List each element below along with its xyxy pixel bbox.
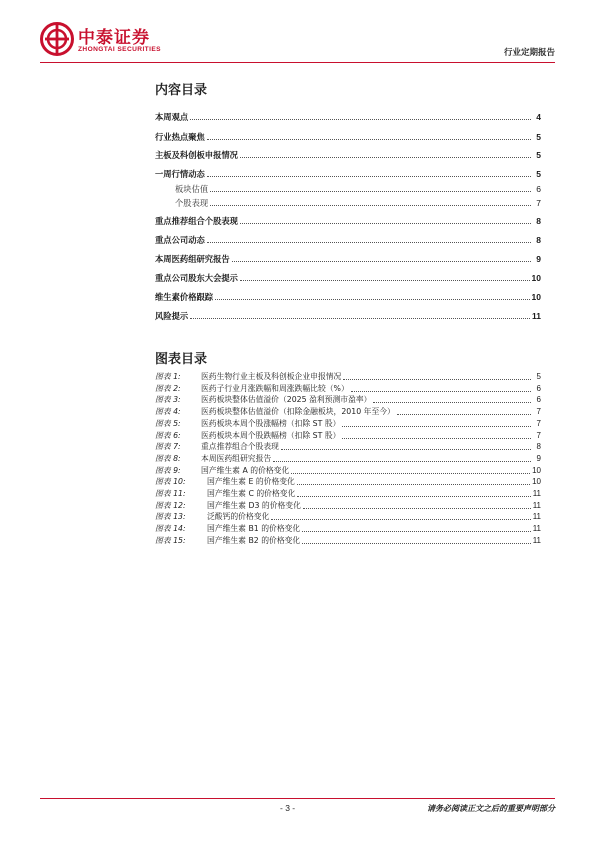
dot-leader [302,543,530,544]
figure-entry[interactable] [155,523,541,534]
figure-entry[interactable] [155,383,541,394]
footer-divider [40,798,555,799]
figure-label: 图表 2: [155,383,181,393]
figure-page: 7 [536,430,541,440]
figure-entry[interactable] [155,465,541,476]
toc-entry[interactable] [155,233,541,245]
company-logo [40,22,190,58]
toc-entry-text: 个股表现 [175,198,209,208]
toc-entry[interactable] [155,167,541,179]
figure-title: 国产维生素 C 的价格变化 [207,489,296,498]
dot-leader [240,280,530,281]
toc-entry-text: 重点公司股东大会提示 [155,273,238,283]
figure-title: 国产维生素 B1 的价格变化 [207,524,301,534]
toc-entry[interactable] [155,130,541,142]
figure-title: 医药板块整体估值溢价（扣除金融板块，2010 年至今） [201,407,395,417]
figure-title: 医药生物行业主板及科创板企业申报情况 [201,372,342,381]
dot-leader [190,318,530,319]
toc-entry-text: 行业热点聚焦 [155,132,205,142]
toc-entry[interactable] [155,110,541,122]
figure-page: 6 [536,395,541,405]
dot-leader [303,508,531,509]
figure-page: 8 [536,442,541,452]
figure-page: 9 [536,453,541,463]
figure-title: 医药子行业月涨跌幅和周涨跌幅比较（%） [201,383,349,393]
dot-leader [232,261,531,262]
figure-label: 图表 1: [155,372,181,381]
figure-label: 图表 13: [155,512,186,522]
figure-title: 重点推荐组合个股表现 [201,442,279,452]
dot-leader [207,242,531,243]
figure-entry[interactable] [155,430,541,441]
toc-entry-text: 本周观点 [155,112,189,122]
toc-entry-page: 5 [536,132,541,142]
toc-entry[interactable] [155,271,541,283]
dot-leader [273,461,531,462]
dot-leader [240,223,531,224]
toc-entry-page: 8 [536,235,541,245]
figure-entry[interactable] [155,488,541,499]
figure-page: 10 [532,477,541,487]
figure-label: 图表 6: [155,430,181,440]
figure-page: 6 [536,383,541,393]
figure-label: 图表 12: [155,500,186,510]
toc-entry-page: 10 [531,273,541,283]
figure-title: 本周医药组研究报告 [201,453,272,463]
figure-label: 图表 9: [155,465,181,475]
toc-entry-page: 5 [536,150,541,160]
figure-entry[interactable] [155,535,541,546]
dot-leader [342,438,531,439]
dot-leader [373,402,531,403]
dot-leader [291,473,530,474]
figure-page: 11 [532,500,541,510]
figure-label: 图表 3: [155,395,181,405]
figure-list-title: 图表目录 [155,352,208,367]
figure-page: 7 [536,407,541,417]
toc-entry[interactable] [155,309,541,321]
dot-leader [215,299,529,300]
figure-page: 11 [532,535,541,545]
figure-label: 图表 11: [155,489,186,498]
zhongtai-logo-icon [40,22,74,56]
report-type-label: 行业定期报告 [503,48,555,58]
toc-entry[interactable] [155,182,541,194]
figure-entry[interactable] [155,511,541,522]
dot-leader [210,205,531,206]
figure-label: 图表 10: [155,477,186,487]
figure-entry[interactable] [155,500,541,511]
figure-title: 国产维生素 D3 的价格变化 [207,500,301,510]
figure-page: 11 [532,524,541,534]
toc-entry-text: 重点推荐组合个股表现 [155,216,238,226]
toc-entry-page: 9 [536,254,541,264]
dot-leader [271,519,530,520]
dot-leader [351,391,531,392]
toc-entry-page: 11 [532,311,541,321]
toc-entry-page: 4 [536,112,541,122]
figure-entry[interactable] [155,476,541,487]
dot-leader [297,496,530,497]
figure-title: 泛酸钙的价格变化 [207,512,270,522]
dot-leader [302,531,530,532]
figure-title: 国产维生素 A 的价格变化 [201,465,290,475]
toc-entry-page: 6 [536,184,541,194]
toc-entry-text: 维生素价格跟踪 [155,292,214,302]
toc-entry-text: 一周行情动态 [155,169,205,179]
page-number: - 3 - [280,803,296,813]
figure-label: 图表 4: [155,407,181,417]
figure-entry[interactable] [155,394,541,405]
toc-entry-text: 风险提示 [155,311,189,321]
toc-entry-text: 本周医药组研究报告 [155,254,230,264]
figure-label: 图表 5: [155,418,181,428]
figure-title: 医药板块整体估值溢价（2025 盈利预测市盈率） [201,395,372,405]
toc-entry-page: 5 [536,169,541,179]
toc-entry-text: 重点公司动态 [155,235,205,245]
figure-label: 图表 14: [155,524,186,534]
figure-title: 国产维生素 B2 的价格变化 [207,535,301,545]
toc-entry-text: 板块估值 [175,184,209,194]
figure-entry[interactable] [155,441,541,452]
footer-disclaimer: 请务必阅读正文之后的重要声明部分 [427,804,555,813]
figure-page: 11 [532,489,541,498]
dot-leader [343,379,531,380]
dot-leader [190,119,531,120]
toc-title: 内容目录 [155,83,208,98]
toc-entry-text: 主板及科创板申报情况 [155,150,238,160]
figure-page: 10 [532,465,541,475]
toc-entry[interactable] [155,196,541,208]
dot-leader [240,157,531,158]
dot-leader [207,176,531,177]
header-divider [40,62,555,63]
figure-title: 医药板块本周个股涨幅榜（扣除 ST 股） [201,418,341,428]
dot-leader [397,414,531,415]
dot-leader [281,449,531,450]
figure-title: 国产维生素 E 的价格变化 [207,477,295,487]
figure-page: 5 [536,372,541,381]
toc-entry-page: 8 [536,216,541,226]
figure-title: 医药板块本周个股跌幅榜（扣除 ST 股） [201,430,341,440]
toc-entry-page: 10 [531,292,541,302]
dot-leader [342,426,531,427]
figure-entry[interactable] [155,453,541,464]
figure-label: 图表 7: [155,442,181,452]
dot-leader [207,139,531,140]
figure-entry[interactable] [155,371,541,382]
figure-label: 图表 8: [155,453,181,463]
figure-page: 11 [532,512,541,522]
figure-label: 图表 15: [155,535,186,545]
toc-entry[interactable] [155,214,541,226]
company-name-cn: 中泰证券 [78,28,150,48]
figure-page: 7 [536,418,541,428]
toc-entry[interactable] [155,148,541,160]
figure-entry[interactable] [155,418,541,429]
toc-entry[interactable] [155,290,541,302]
figure-entry[interactable] [155,406,541,417]
company-name-en: ZHONGTAI SECURITIES [78,46,161,53]
toc-entry-page: 7 [536,198,541,208]
toc-entry[interactable] [155,252,541,264]
dot-leader [297,484,530,485]
dot-leader [210,191,531,192]
